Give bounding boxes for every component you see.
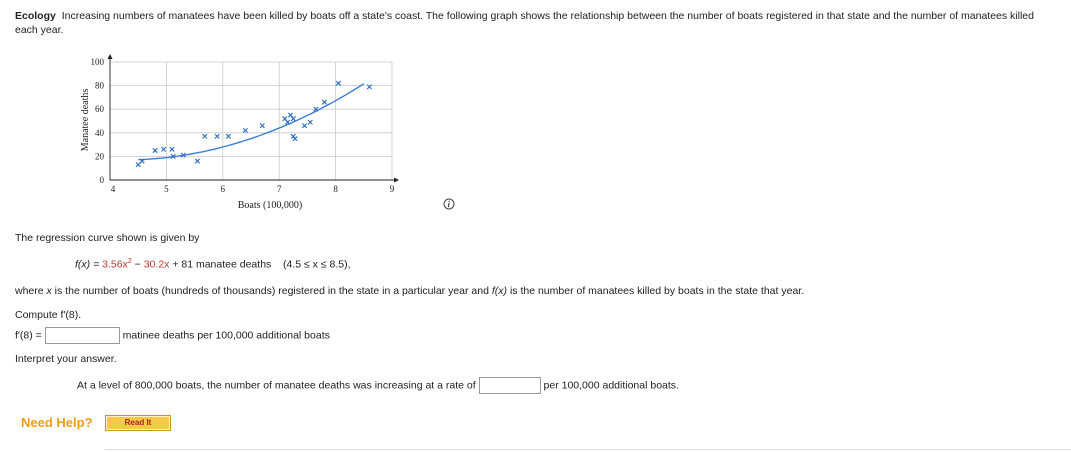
data-point-12 [260,124,264,128]
data-point-3 [161,147,165,151]
domain-range: (4.5 ≤ x ≤ 8.5), [282,258,351,271]
fx-label: f(x) = [75,258,100,271]
data-point-20 [308,120,312,124]
interpret-row [77,377,679,394]
info-circle-icon[interactable] [443,198,455,210]
regression-intro: The regression curve shown is given by [15,232,200,244]
interpret-label: Interpret your answer. [15,353,117,365]
interpret-sentence-before: At a level of 800,000 boats, the number of manatee deaths was increasing at a rate of [77,379,476,392]
data-point-14 [285,120,289,124]
x-tick-8: 8 [333,184,338,194]
derivative-label: f′(8) = [15,329,42,342]
data-point-19 [302,124,306,128]
data-point-2 [153,148,157,152]
minus-sign: − [134,258,141,271]
chart-grid [110,62,392,180]
equation-rest: + 81 manatee deaths [172,258,272,271]
data-point-23 [336,81,340,85]
x-tick-5: 5 [164,184,169,194]
where-description [15,285,804,297]
coefficient-b: 30.2x [143,258,170,271]
y-tick-60: 60 [95,104,104,115]
y-tick-80: 80 [95,80,104,91]
data-point-16 [291,116,295,120]
where-part-1: where [15,285,47,297]
where-part-3: is the number of manatees killed by boats in the state that year. [507,285,805,297]
need-help-label: Need Help? [21,415,93,430]
y-tick-100: 100 [90,57,104,67]
x-axis-arrow-icon [394,178,399,183]
manatee-chart [70,50,430,220]
x-tick-6: 6 [220,184,226,194]
data-point-4 [170,147,174,151]
data-point-11 [243,128,247,132]
where-x: x [46,285,52,297]
data-point-18 [293,137,297,141]
y-axis-arrow-icon [108,54,113,59]
problem-text: Increasing numbers of manatees have been killed by boats off a state's coast. The following graph shows the relationship between the number of boats registered in that state and the number of manatees killed each year. [15,10,1034,36]
data-point-10 [226,134,230,138]
y-tick-0: 0 [99,175,104,185]
data-point-9 [215,134,219,138]
chart-ticks [91,57,395,194]
compute-label: Compute f′(8). [15,309,82,321]
where-part-2: is the number of boats (hundreds of thousands) registered in the state in a particular year and [51,285,492,297]
y-axis-label: Manatee deaths [80,88,91,152]
data-point-22 [322,100,326,104]
derivative-unit: matinee deaths per 100,000 additional boats [122,329,330,342]
x-tick-9: 9 [389,184,395,194]
x-axis-label: Boats (100,000) [237,200,303,211]
x-tick-7: 7 [276,184,282,194]
y-tick-40: 40 [95,127,104,138]
interpret-sentence-after: per 100,000 additional boats. [543,379,679,392]
where-fx: f(x) [491,285,508,297]
data-points [136,81,372,167]
problem-statement [15,9,1055,37]
read-it-button[interactable]: Read It [105,415,171,431]
exponent: 2 [127,258,132,265]
problem-topic: Ecology [15,10,56,22]
data-point-0 [136,162,140,166]
y-tick-20: 20 [95,151,104,162]
data-point-8 [203,134,207,138]
regression-curve [138,84,364,160]
bottom-divider [105,449,1071,450]
derivative-answer-input[interactable] [45,327,120,344]
data-point-7 [195,159,199,163]
compute-row [15,327,330,344]
chart-axes [108,54,400,183]
rate-answer-input[interactable] [479,377,541,394]
coefficient-a: 3.56x [102,258,128,271]
regression-equation [75,258,351,271]
x-tick-4: 4 [110,184,116,194]
